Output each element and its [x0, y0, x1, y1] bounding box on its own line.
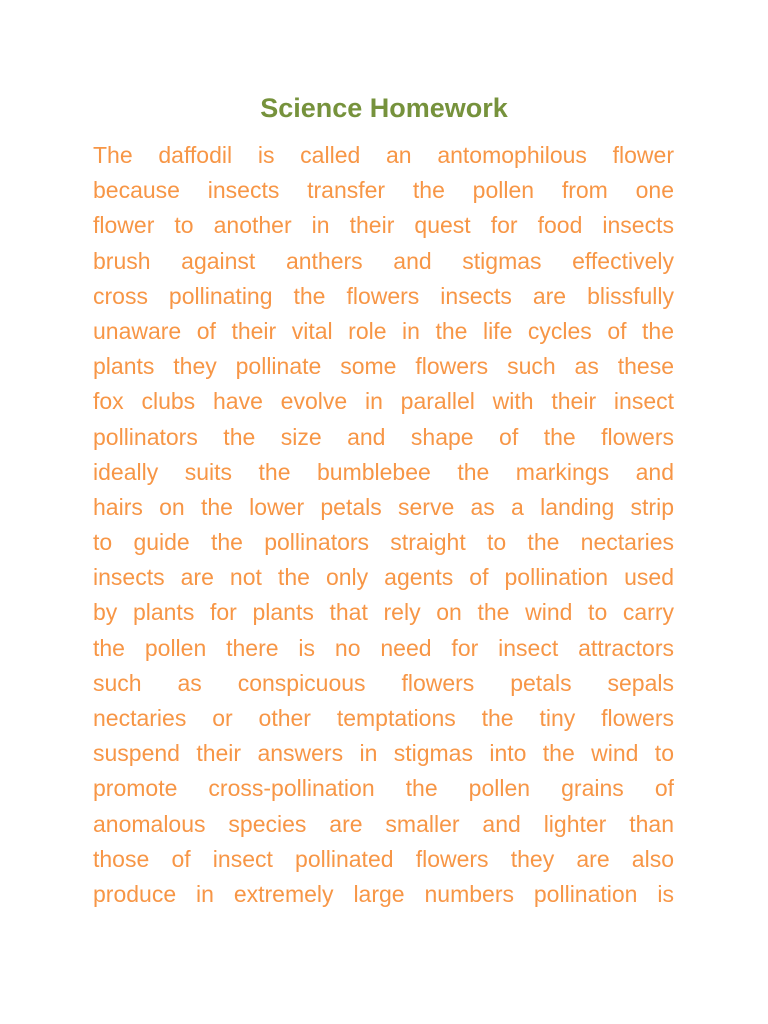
body-line: such as conspicuous flowers petals sepals — [93, 669, 674, 696]
body-line: cross pollinating the flowers insects are blissfully — [93, 282, 674, 309]
body-line: pollinators the size and shape of the flowers — [93, 423, 674, 450]
document-title: Science Homework — [260, 93, 508, 123]
body-line: brush against anthers and stigmas effectively — [93, 247, 674, 274]
body-line: fox clubs have evolve in parallel with their insect — [93, 388, 674, 415]
body-line: to guide the pollinators straight to the nectaries — [93, 529, 674, 556]
body-line: the pollen there is no need for insect attractors — [93, 634, 674, 661]
body-line: ideally suits the bumblebee the markings and — [93, 458, 674, 485]
body-line: produce in extremely large numbers pollination is — [93, 880, 674, 907]
body-line: because insects transfer the pollen from one — [93, 177, 674, 204]
body-line: nectaries or other temptations the tiny flowers — [93, 705, 674, 731]
body-line: hairs on the lower petals serve as a landing strip — [93, 493, 674, 520]
body-line: plants they pollinate some flowers such as these — [93, 353, 674, 380]
body-line: anomalous species are smaller and lighter than — [93, 810, 674, 837]
body-line: by plants for plants that rely on the wind to carry — [93, 599, 674, 626]
body-line: those of insect pollinated flowers they are also — [93, 845, 674, 872]
document-body — [93, 138, 674, 912]
body-line: insects are not the only agents of pollination used — [93, 564, 674, 591]
body-line: promote cross-pollination the pollen grains of — [93, 775, 674, 802]
body-line: unaware of their vital role in the life cycles of the — [93, 317, 674, 344]
body-line: The daffodil is called an antomophilous flower — [93, 142, 674, 168]
body-line: suspend their answers in stigmas into the wind to — [93, 740, 674, 767]
body-line: flower to another in their quest for food insects — [93, 212, 674, 239]
